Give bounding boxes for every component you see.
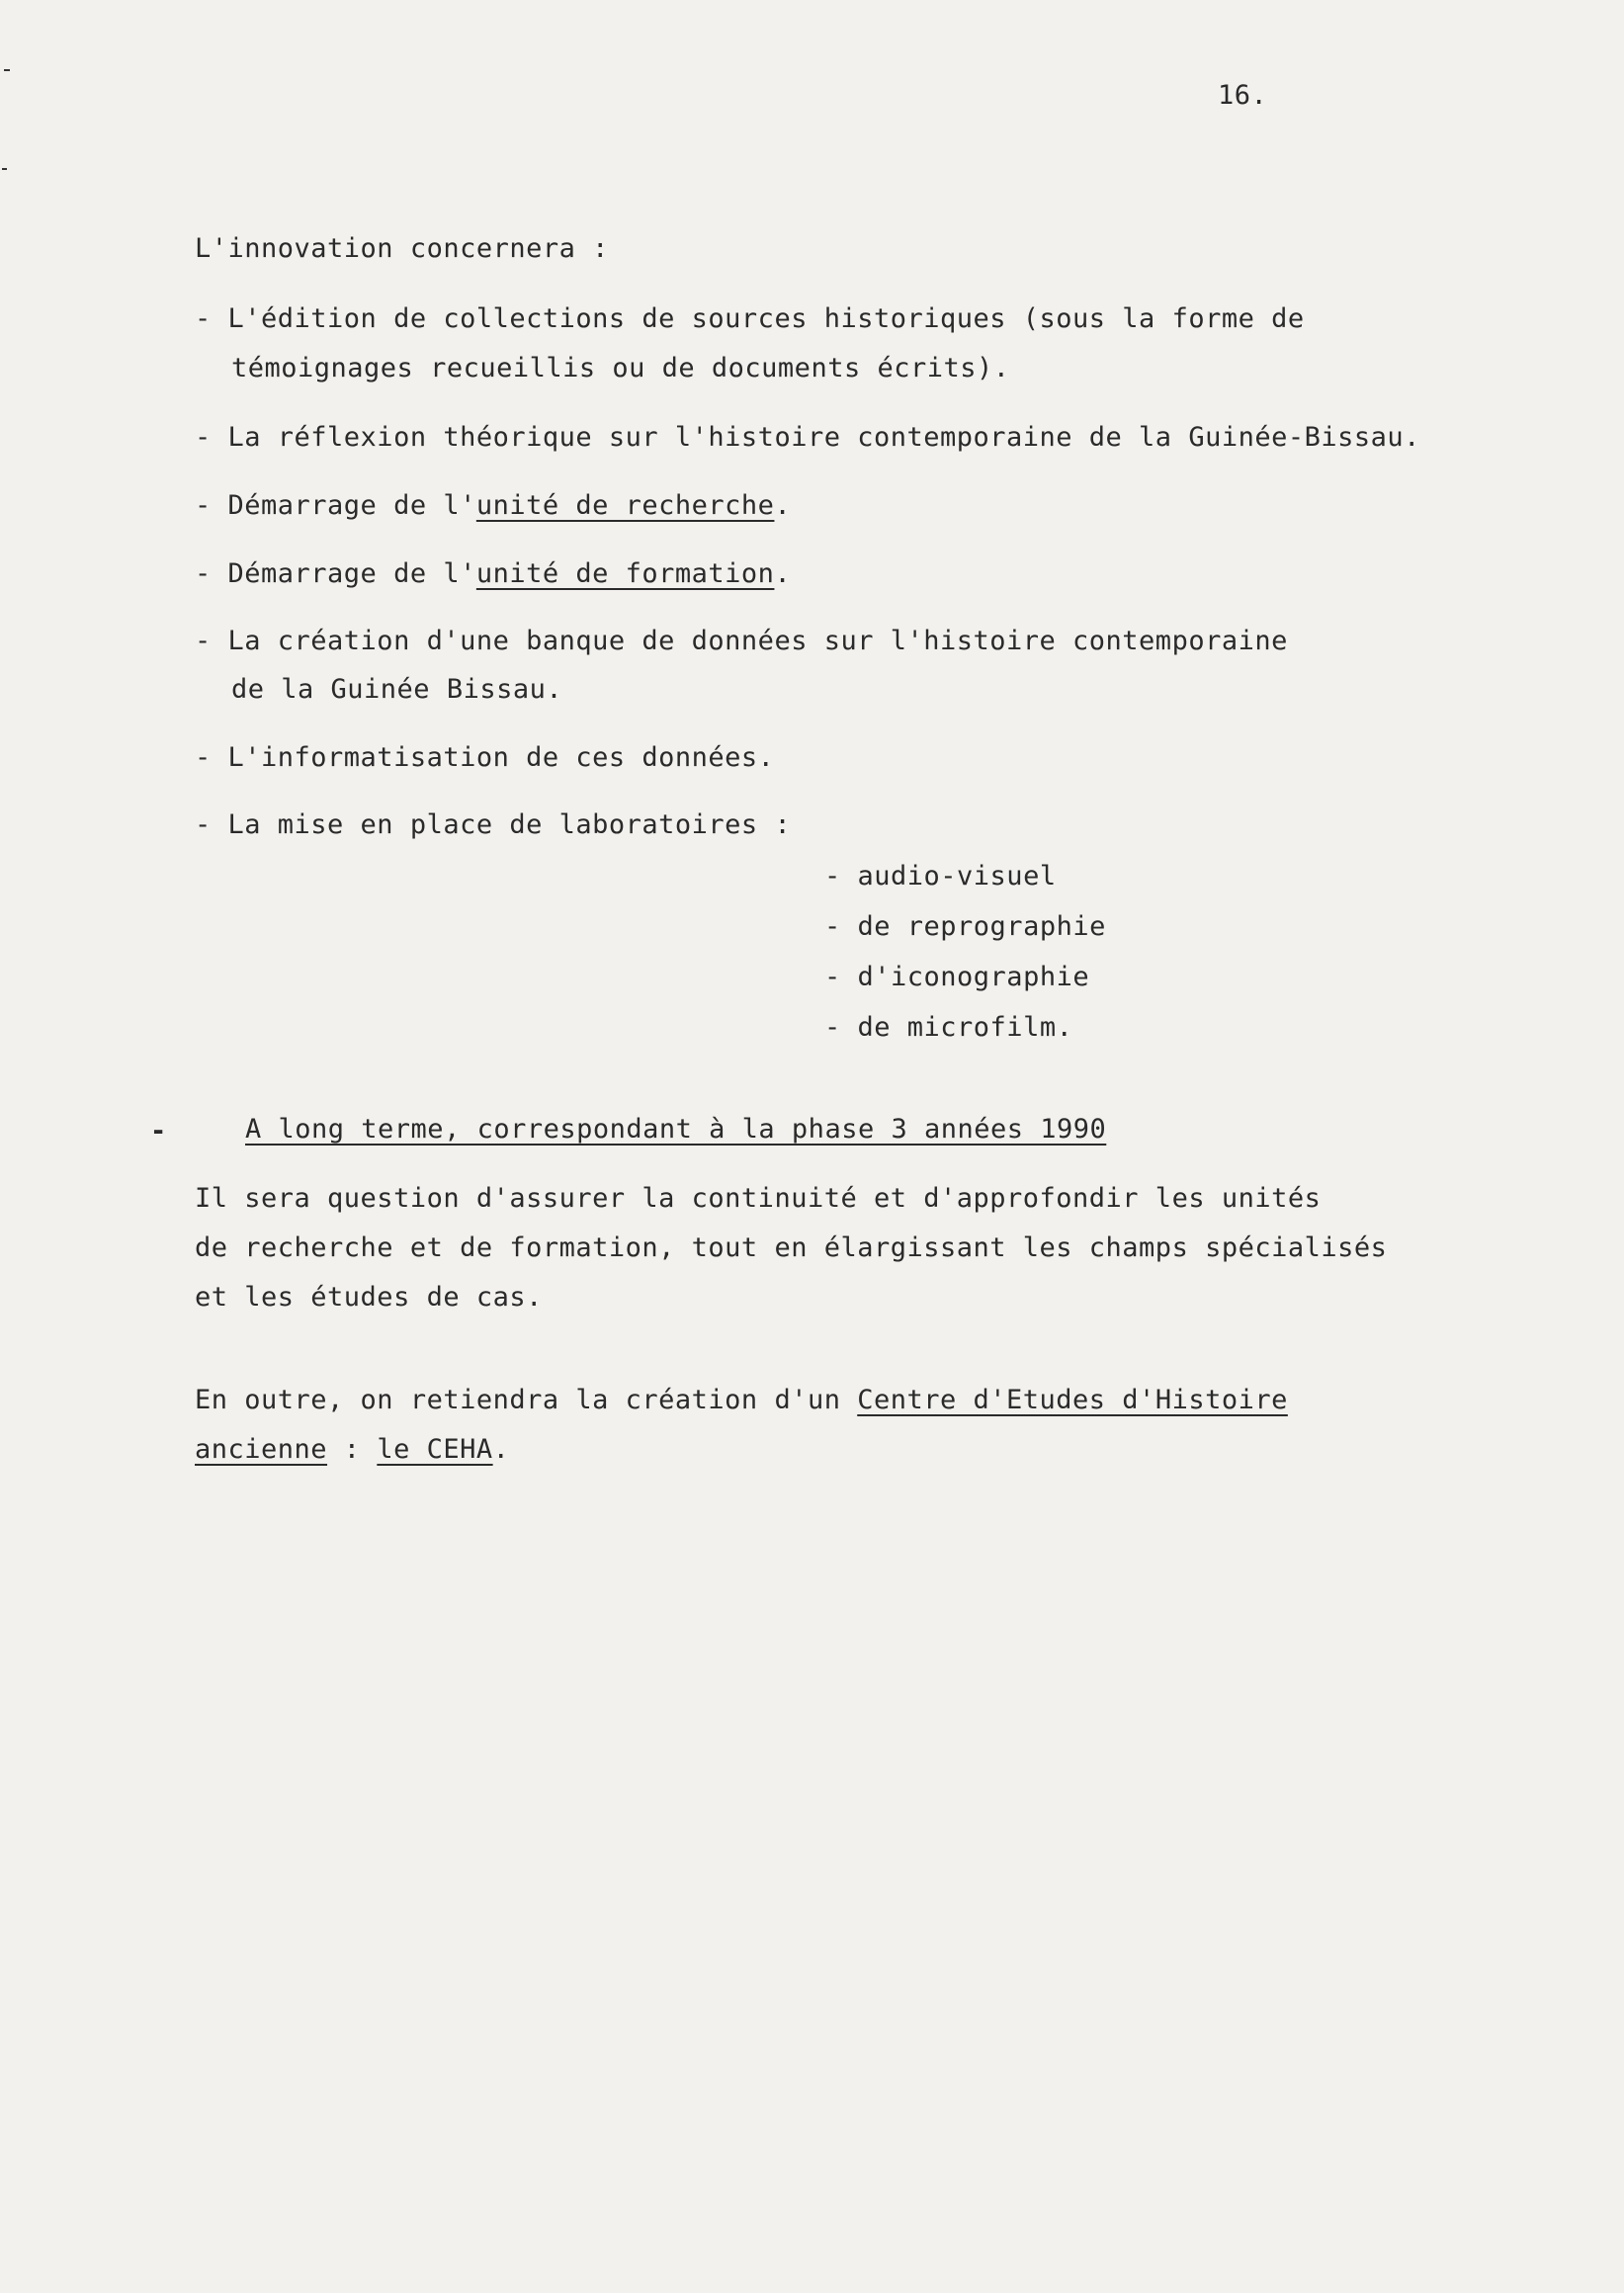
edge-mark: [4, 69, 10, 71]
list-item-5-cont: de la Guinée Bissau.: [231, 674, 563, 705]
list-item-4: - Démarrage de l'unité de formation.: [195, 558, 792, 589]
list-item-2: - La réflexion théorique sur l'histoire contemporaine de la Guinée-Bissau.: [195, 422, 1420, 453]
paragraph-line: ancienne : le CEHA.: [195, 1434, 510, 1465]
underlined-term: ancienne: [195, 1434, 328, 1465]
lab-item: - de microfilm.: [824, 1012, 1073, 1043]
underlined-term: unité de formation: [475, 558, 775, 589]
paragraph-line: de recherche et de formation, tout en élargissant les champs spécialisés: [195, 1232, 1388, 1263]
list-item-5: - La création d'une banque de données sur l'histoire contemporaine: [195, 626, 1288, 656]
section-dash: -: [150, 1116, 167, 1146]
edge-mark: [2, 168, 7, 170]
underlined-term: unité de recherche: [475, 490, 775, 521]
underlined-term: Centre d'Etudes d'Histoire: [857, 1385, 1288, 1415]
lab-item: - d'iconographie: [824, 962, 1090, 992]
intro-line: L'innovation concernera :: [195, 233, 609, 264]
list-item-6: - L'informatisation de ces données.: [195, 742, 775, 773]
list-item-1: - L'édition de collections de sources historiques (sous la forme de: [195, 303, 1305, 334]
list-item-1-cont: témoignages recueillis ou de documents écrits).: [231, 353, 1010, 383]
lab-item: - audio-visuel: [824, 861, 1057, 892]
underlined-term: le CEHA: [377, 1434, 493, 1465]
list-item-3: - Démarrage de l'unité de recherche.: [195, 490, 792, 521]
paragraph-line: En outre, on retiendra la création d'un Centre d'Etudes d'Histoire: [195, 1385, 1288, 1415]
paragraph-line: et les études de cas.: [195, 1282, 543, 1313]
paragraph-line: Il sera question d'assurer la continuité et d'approfondir les unités: [195, 1183, 1322, 1214]
section-heading: A long terme, correspondant à la phase 3 années 1990: [245, 1114, 1107, 1145]
page-number: 16.: [1218, 80, 1268, 111]
lab-item: - de reprographie: [824, 911, 1106, 942]
list-item-7: - La mise en place de laboratoires :: [195, 809, 792, 840]
